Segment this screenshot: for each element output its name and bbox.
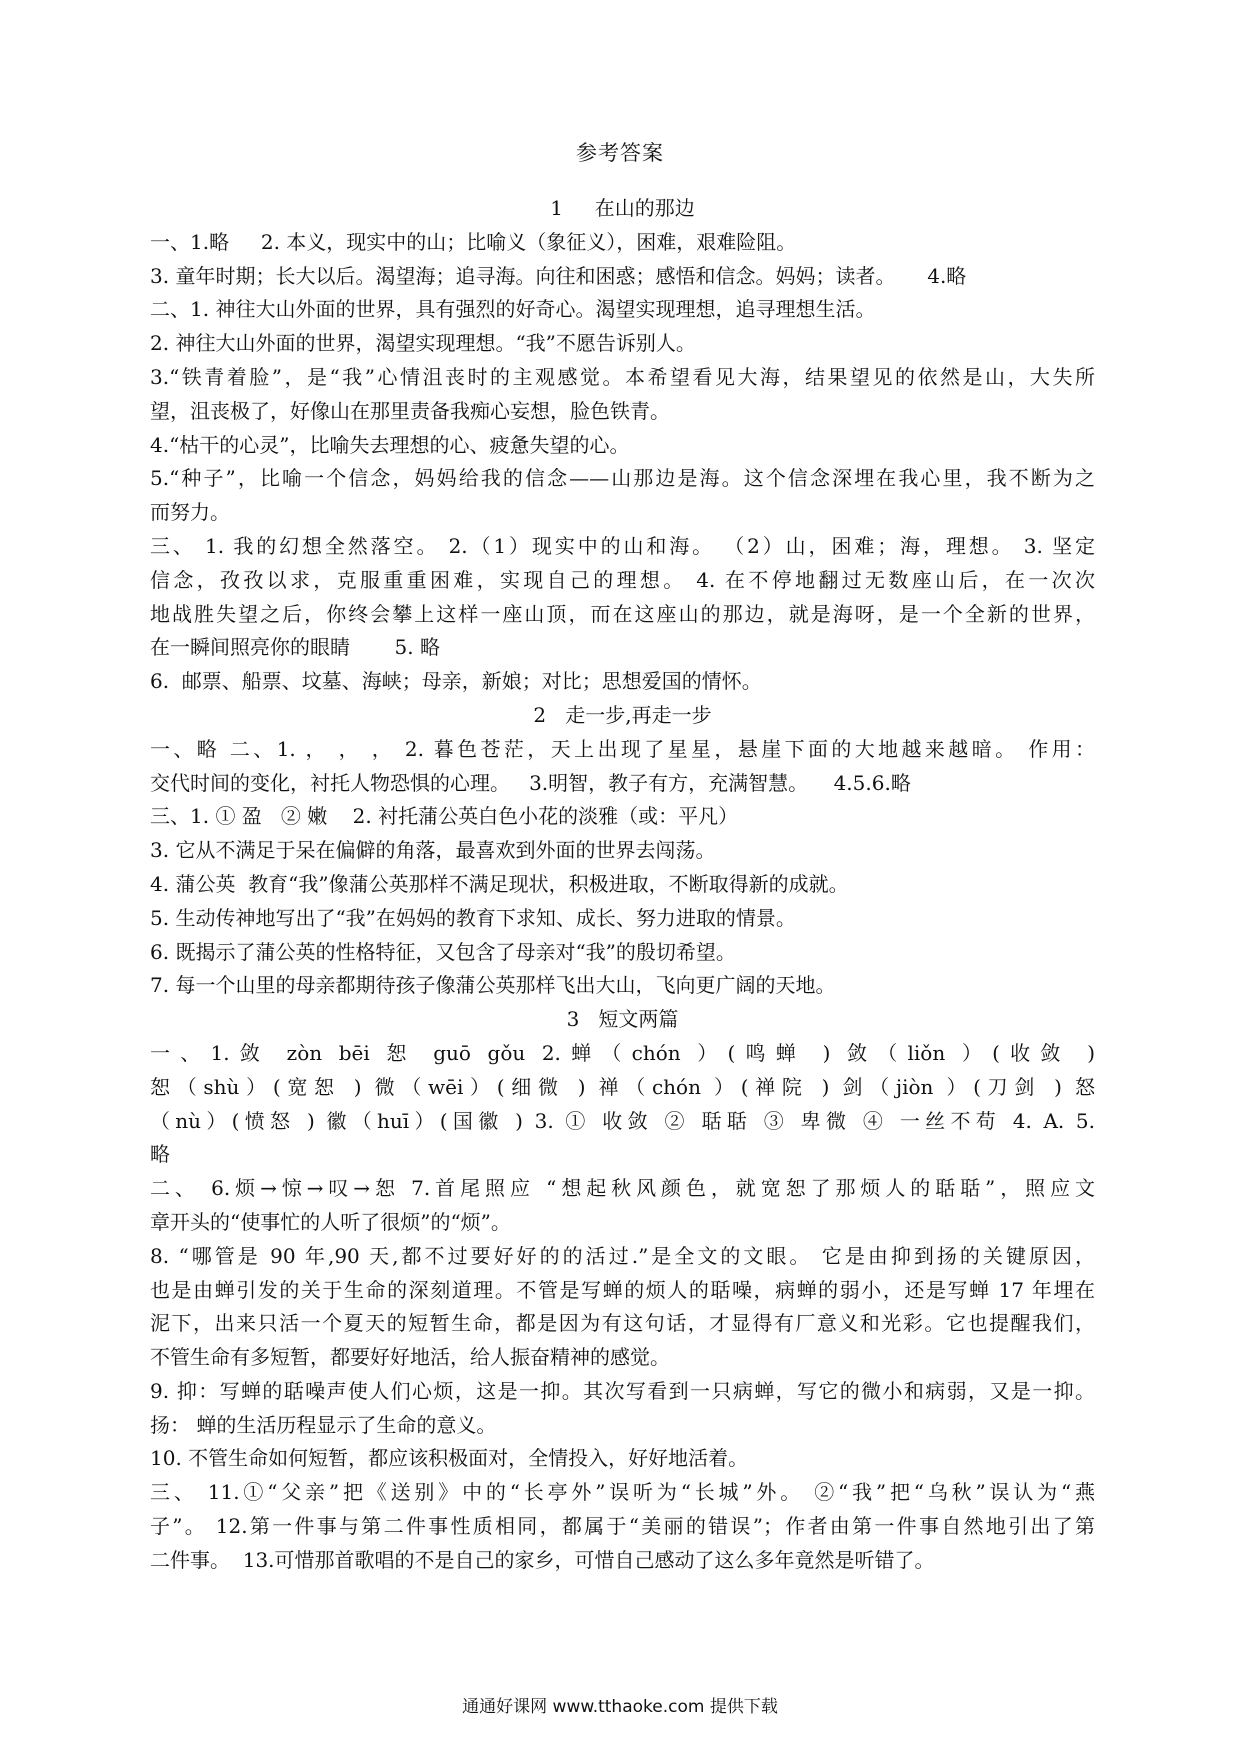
text-line: 6. 邮票、船票、坟墓、海峡；母亲，新娘；对比；思想爱国的情怀。 [150,669,762,694]
text-line: 而努力。 [150,500,230,525]
text-line: 二、1. 神往大山外面的世界，具有强烈的好奇心。渴望实现理想，追寻理想生活。 [150,297,876,322]
text-line: 扬： 蝉的生活历程显示了生命的意义。 [150,1412,497,1437]
text-line: 一、1.略 2. 本义，现实中的山；比喻义（象征义），困难，艰难险阻。 [150,229,797,254]
text-line: 9. 抑：写蝉的聒噪声使人们心烦，这是一抑。其次写看到一只病蝉，写它的微小和病弱，又是一抑。 [150,1378,1095,1403]
text-line: 2. 神往大山外面的世界，渴望实现理想。“我”不愿告诉别人。 [150,331,696,356]
text-line: 三、 11.①“父亲”把《送别》中的“长亭外”误听为“长城”外。 ②“我”把“乌秋”误认为“燕 [150,1480,1095,1505]
text-line: 地战胜失望之后，你终会攀上这样一座山顶，而在这座山的那边，就是海呀，是一个全新的世界， [150,601,1095,626]
section-heading: 2 走一步,再走一步 [533,702,712,727]
text-line: 5. 生动传神地写出了“我”在妈妈的教育下求知、成长、努力进取的情景。 [150,905,796,930]
text-line: （nù）(愤怒 ) 徽（huī）(国徽 ) 3. ① 收敛 ② 聒聒 ③ 卑微 ④ 一丝不苟 4. A. 5. [150,1108,1095,1133]
text-line: 5.“种子”，比喻一个信念，妈妈给我的信念——山那边是海。这个信念深埋在我心里，我不断为之 [150,466,1095,491]
text-line: 子”。 12.第一件事与第二件事性质相同，都属于“美丽的错误”；作者由第一件事自然地引出了第 [150,1514,1095,1539]
text-line: 8. “哪管是 90 年,90 天,都不过要好好的的活过.”是全文的文眼。 它是由抑到扬的关键原因， [150,1243,1095,1268]
text-line: 4.“枯干的心灵”，比喻失去理想的心、疲惫失望的心。 [150,432,630,457]
section-heading: 1 在山的那边 [550,196,695,220]
text-line: 6. 既揭示了蒲公英的性格特征，又包含了母亲对“我”的殷切希望。 [150,939,736,964]
text-line: 恕（shù）(宽恕 ) 微（wēi）(细微 ) 禅（chón ）(禅院 ) 剑（jiòn ）(刀剑 ) 怒 [150,1074,1095,1099]
text-line: 3.“铁青着脸”，是“我”心情沮丧时的主观感觉。本希望看见大海，结果望见的依然是山，大失所 [150,364,1095,389]
text-line: 交代时间的变化，衬托人物恐惧的心理。 3.明智，教子有方，充满智慧。 4.5.6.略 [150,770,911,795]
text-line: 二件事。 13.可惜那首歌唱的不是自己的家乡，可惜自己感动了这么多年竟然是听错了。 [150,1547,935,1572]
text-line: 泥下，出来只活一个夏天的短暂生命，都是因为有这句话，才显得有厂意义和光彩。它也提醒我们， [150,1311,1095,1336]
text-line: 也是由蝉引发的关于生命的深刻道理。不管是写蝉的烦人的聒噪，病蝉的弱小，还是写蝉 17 年埋在 [150,1277,1095,1302]
text-line: 一、1.敛 zòn bēi 恕 guō gǒu 2.蝉（chón ）(鸣蝉 ) 敛（liǒn ）(收敛 ) [150,1040,1095,1065]
text-line: 不管生命有多短暂，都要好好地活，给人振奋精神的感觉。 [150,1345,670,1370]
text-line: 3. 童年时期；长大以后。渴望海；追寻海。向往和困惑；感悟和信念。妈妈；读者。 4.略 [150,263,967,288]
text-line: 10. 不管生命如何短暂，都应该积极面对，全情投入，好好地活着。 [150,1446,749,1471]
page-footer: 通通好课网 www.tthaoke.com 提供下载 [462,1697,778,1717]
text-line: 二、 6.烦→惊→叹→恕 7.首尾照应 “想起秋风颜色，就宽恕了那烦人的聒聒”，照应文 [150,1176,1095,1201]
text-line: 信念，孜孜以求，克服重重困难，实现自己的理想。 4. 在不停地翻过无数座山后，在一次次 [150,567,1095,592]
text-line: 一、略 二、1. ， ， ， 2. 暮色苍茫，天上出现了星星，悬崖下面的大地越来越暗。 作用： [150,736,1095,761]
text-line: 三、 1. 我的幻想全然落空。 2.（1）现实中的山和海。 （2）山，困难；海，理想。 3. 坚定 [150,533,1095,558]
page-title: 参考答案 [576,141,664,165]
section-heading: 3 短文两篇 [566,1007,679,1032]
text-line: 章开头的“使事忙的人听了很烦”的“烦”。 [150,1209,511,1234]
text-line: 3. 它从不满足于呆在偏僻的角落，最喜欢到外面的世界去闯荡。 [150,838,716,863]
text-line: 略 [150,1142,170,1167]
document-body [150,192,1095,1578]
text-line: 4. 蒲公英 教育“我”像蒲公英那样不满足现状，积极进取，不断取得新的成就。 [150,871,849,896]
text-line: 三、1. ① 盈 ② 嫩 2. 衬托蒲公英白色小花的淡雅（或：平凡） [150,804,739,829]
text-line: 在一瞬间照亮你的眼睛 5. 略 [150,635,440,660]
text-line: 望，沮丧极了，好像山在那里责备我痴心妄想，脸色铁青。 [150,398,670,423]
text-line: 7. 每一个山里的母亲都期待孩子像蒲公英那样飞出大山，飞向更广阔的天地。 [150,973,836,998]
